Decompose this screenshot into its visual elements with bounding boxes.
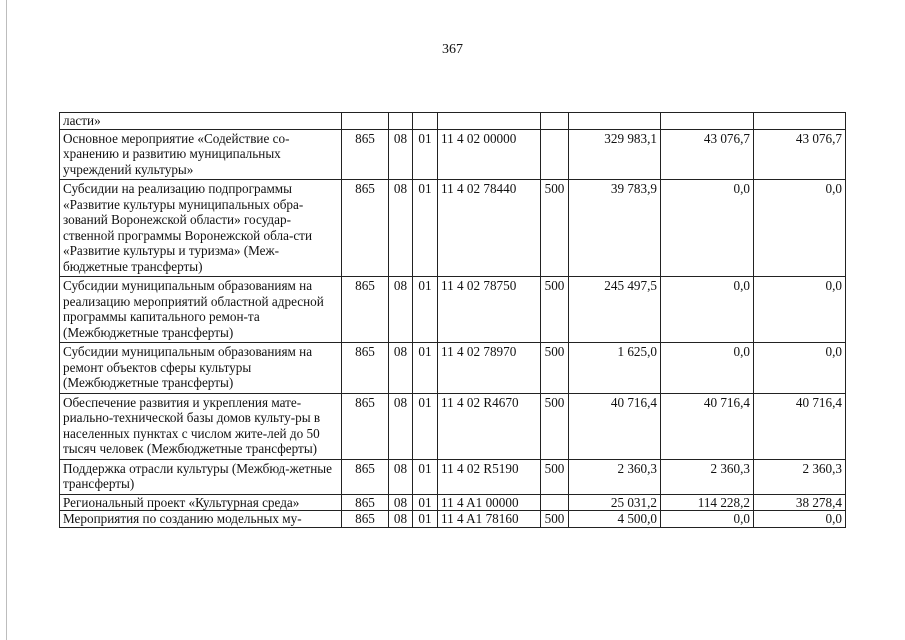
subsection-cell: 01	[413, 277, 438, 343]
grbs-cell: 865	[342, 129, 389, 180]
section-cell: 08	[389, 494, 413, 511]
expense-type-cell: 500	[541, 343, 569, 394]
subsection-cell	[413, 113, 438, 130]
expense-type-cell: 500	[541, 511, 569, 528]
grbs-cell: 865	[342, 393, 389, 459]
amount-year1-cell: 4 500,0	[569, 511, 661, 528]
target-article-cell: 11 4 A1 00000	[438, 494, 541, 511]
grbs-cell: 865	[342, 343, 389, 394]
amount-year2-cell	[661, 113, 754, 130]
amount-year1-cell: 25 031,2	[569, 494, 661, 511]
row-name-cell: Региональный проект «Культурная среда»	[60, 494, 342, 511]
row-name-cell: Субсидии муниципальным образованиям на реализацию мероприятий областной адресной программы капитального ремон-та (Межбюджетные трансферты)	[60, 277, 342, 343]
amount-year3-cell: 0,0	[754, 343, 846, 394]
amount-year2-cell: 114 228,2	[661, 494, 754, 511]
target-article-cell: 11 4 02 00000	[438, 129, 541, 180]
expense-type-cell	[541, 494, 569, 511]
amount-year1-cell: 329 983,1	[569, 129, 661, 180]
target-article-cell: 11 4 02 R5190	[438, 459, 541, 494]
grbs-cell: 865	[342, 277, 389, 343]
expense-type-cell: 500	[541, 277, 569, 343]
subsection-cell: 01	[413, 511, 438, 528]
amount-year3-cell	[754, 113, 846, 130]
amount-year2-cell: 40 716,4	[661, 393, 754, 459]
table-row	[60, 393, 846, 459]
amount-year1-cell: 39 783,9	[569, 180, 661, 277]
amount-year3-cell: 2 360,3	[754, 459, 846, 494]
section-cell: 08	[389, 277, 413, 343]
target-article-cell: 11 4 02 78440	[438, 180, 541, 277]
subsection-cell: 01	[413, 343, 438, 394]
amount-year2-cell: 43 076,7	[661, 129, 754, 180]
section-cell: 08	[389, 459, 413, 494]
target-article-cell: 11 4 A1 78160	[438, 511, 541, 528]
amount-year2-cell: 0,0	[661, 343, 754, 394]
amount-year3-cell: 43 076,7	[754, 129, 846, 180]
subsection-cell: 01	[413, 459, 438, 494]
subsection-cell: 01	[413, 129, 438, 180]
expense-type-cell: 500	[541, 393, 569, 459]
amount-year1-cell: 2 360,3	[569, 459, 661, 494]
table-row	[60, 494, 846, 511]
expense-type-cell	[541, 129, 569, 180]
row-name-cell: ласти»	[60, 113, 342, 130]
expense-type-cell: 500	[541, 459, 569, 494]
subsection-cell: 01	[413, 393, 438, 459]
amount-year1-cell	[569, 113, 661, 130]
table-row	[60, 113, 846, 130]
amount-year2-cell: 0,0	[661, 180, 754, 277]
section-cell: 08	[389, 180, 413, 277]
amount-year3-cell: 40 716,4	[754, 393, 846, 459]
amount-year3-cell: 0,0	[754, 511, 846, 528]
target-article-cell	[438, 113, 541, 130]
amount-year2-cell: 0,0	[661, 511, 754, 528]
grbs-cell: 865	[342, 180, 389, 277]
subsection-cell: 01	[413, 494, 438, 511]
section-cell: 08	[389, 129, 413, 180]
page-number: 367	[442, 42, 463, 57]
grbs-cell: 865	[342, 494, 389, 511]
amount-year2-cell: 2 360,3	[661, 459, 754, 494]
budget-table	[59, 112, 846, 528]
amount-year1-cell: 40 716,4	[569, 393, 661, 459]
table-row	[60, 511, 846, 528]
amount-year2-cell: 0,0	[661, 277, 754, 343]
table-row	[60, 459, 846, 494]
amount-year3-cell: 0,0	[754, 277, 846, 343]
table-row	[60, 277, 846, 343]
target-article-cell: 11 4 02 R4670	[438, 393, 541, 459]
subsection-cell: 01	[413, 180, 438, 277]
expense-type-cell: 500	[541, 180, 569, 277]
expense-type-cell	[541, 113, 569, 130]
target-article-cell: 11 4 02 78750	[438, 277, 541, 343]
table-row	[60, 180, 846, 277]
row-name-cell: Субсидии на реализацию подпрограммы «Развитие культуры муниципальных обра-зований Воронежской области» государ-ственной программы Воронежской обла-сти «Развитие культуры и туризма» (Меж-бюджетные трансферты)	[60, 180, 342, 277]
section-cell: 08	[389, 511, 413, 528]
row-name-cell: Обеспечение развития и укрепления мате-риально-технической базы домов культу-ры в населенных пунктах с числом жите-лей до 50 тысяч человек (Межбюджетные трансферты)	[60, 393, 342, 459]
grbs-cell: 865	[342, 459, 389, 494]
amount-year1-cell: 1 625,0	[569, 343, 661, 394]
row-name-cell: Субсидии муниципальным образованиям на ремонт объектов сферы культуры (Межбюджетные трансферты)	[60, 343, 342, 394]
amount-year1-cell: 245 497,5	[569, 277, 661, 343]
section-cell: 08	[389, 393, 413, 459]
amount-year3-cell: 0,0	[754, 180, 846, 277]
scan-edge-line	[6, 0, 7, 640]
grbs-cell: 865	[342, 511, 389, 528]
row-name-cell: Основное мероприятие «Содействие со-хранению и развитию муниципальных учреждений культуры»	[60, 129, 342, 180]
table-row	[60, 343, 846, 394]
section-cell: 08	[389, 343, 413, 394]
row-name-cell: Поддержка отрасли культуры (Межбюд-жетные трансферты)	[60, 459, 342, 494]
amount-year3-cell: 38 278,4	[754, 494, 846, 511]
target-article-cell: 11 4 02 78970	[438, 343, 541, 394]
grbs-cell	[342, 113, 389, 130]
table-row	[60, 129, 846, 180]
row-name-cell: Мероприятия по созданию модельных му-	[60, 511, 342, 528]
section-cell	[389, 113, 413, 130]
